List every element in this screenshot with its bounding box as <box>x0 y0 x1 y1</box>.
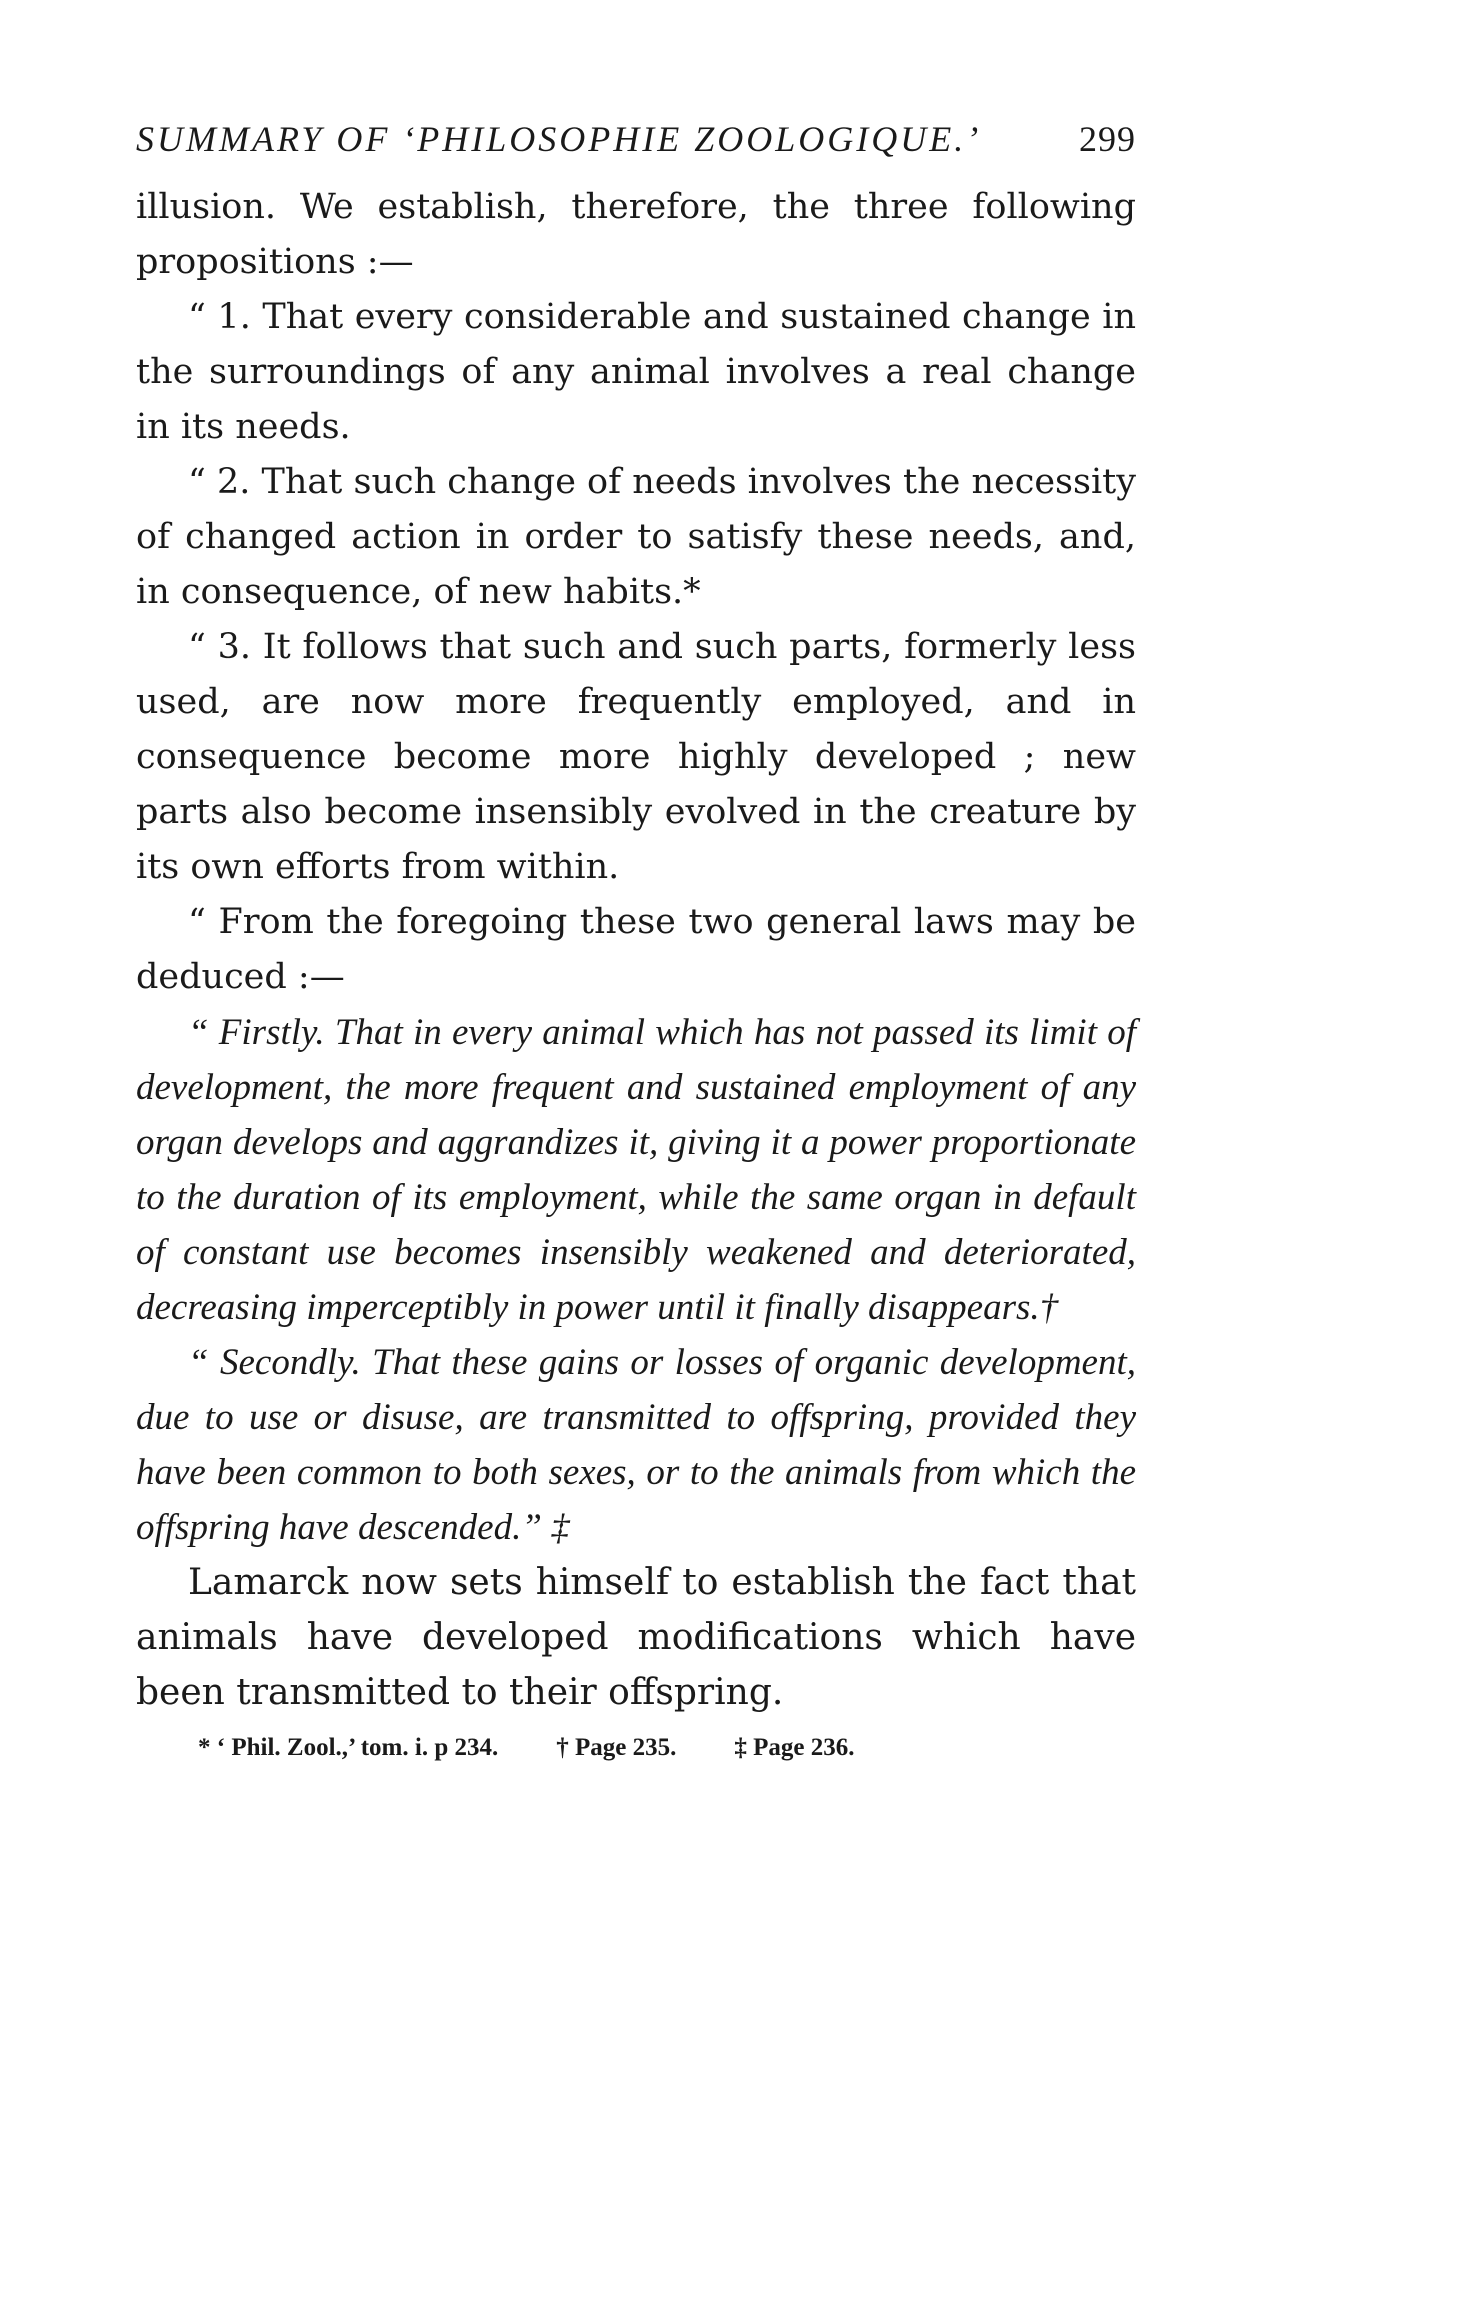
second-law: “ Secondly. That these gains or losses of organic development, due to use or disuse, are transmitted to offspring, provided they have been common to both sexes, or to the animals from which the offspring have descended.” ‡ <box>136 1342 1136 1548</box>
proposition-3: “ 3. It follows that such and such parts, formerly less used, are now more frequently employed, and in consequence become more highly developed ; new parts also become insensibly evolved in the creature by its own efforts from within. <box>136 627 1136 887</box>
running-head-title: SUMMARY OF ‘PHILOSOPHIE ZOOLOGIQUE.’ <box>136 119 982 159</box>
proposition-1: “ 1. That every considerable and sustained change in the surroundings of any animal involves a real change in its needs. <box>136 297 1136 447</box>
book-page <box>136 118 1136 1762</box>
running-head <box>136 118 1136 180</box>
footnotes <box>136 1734 1136 1762</box>
body-text <box>136 180 1136 1720</box>
closing-paragraph: Lamarck now sets himself to establish the fact that animals have developed modifications which have been transmitted to their offspring. <box>136 1562 1136 1713</box>
laws-intro: “ From the foregoing these two general laws may be deduced :— <box>136 902 1136 997</box>
proposition-2: “ 2. That such change of needs involves the necessity of changed action in order to satisfy these needs, and, in consequence, of new habits.* <box>136 462 1136 612</box>
footnote-3: ‡ Page 236. <box>734 1734 855 1761</box>
paragraph-continuation: illusion. We establish, therefore, the three following propositions :— <box>136 187 1136 282</box>
first-law: “ Firstly. That in every animal which has not passed its limit of development, the more frequent and sustained employment of any organ develops and aggrandizes it, giving it a power proportionate to the duration of its employment, while the same organ in default of constant use becomes insensibly weakened and deteriorated, decreasing imperceptibly in power until it finally disappears.† <box>136 1012 1136 1328</box>
footnote-2: † Page 235. <box>556 1734 677 1761</box>
page-number: 299 <box>1079 119 1136 159</box>
footnote-1: * ‘ Phil. Zool.,’ tom. i. p 234. <box>198 1734 499 1761</box>
